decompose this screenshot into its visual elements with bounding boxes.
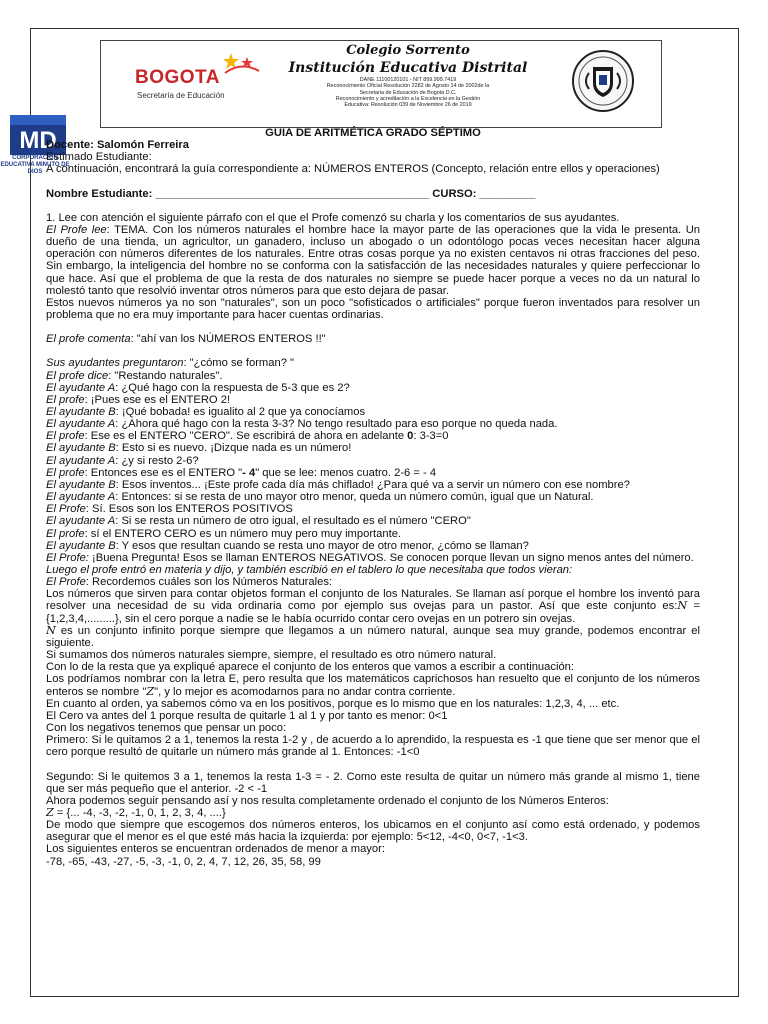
dialogue-line [46,479,700,491]
speaker-label: El profe dice [46,369,109,382]
school-name: Colegio Sorrento [346,43,470,58]
school-detail-2: Reconocimiento Oficial Resolución 2282 de Agosto 14 de 2002de la [326,83,490,90]
body-text: Los números que sirven para contar objetos forman el conjunto de los Naturales. Se llaman así porque el hombre los inventó para resolver una necesidad de su vida ordinaria como por ejemplo sus ovejas para un pastor. Así que este conjunto es: [46,588,700,613]
body-text: = {... -4, -3, -2, -1, 0, 1, 2, 3, 4, ....} [53,806,226,819]
school-detail-5: Educativa: Resolución 039 de Noviembre 26 de 2019 [344,102,472,109]
spacer [46,321,700,333]
dialogue-line [46,540,700,552]
speaker-label: El profe [46,393,85,406]
speech-text: : Ese es el ENTERO "CERO". Se escribirá de ahora en adelante [84,430,408,443]
speaker-label: El Profe lee [46,223,107,236]
spacer [46,176,700,188]
body-text: Los podríamos nombrar con la letra E, pero resulta que los matemáticos caprichosos han resuelto que el conjunto de los números enteros se nombre " [46,673,700,698]
instruction-1: 1. Lee con atención el siguiente párrafo con el que el Profe comenzó su charla y los comentarios de sus ayudantes. [46,211,620,224]
body-text: = {1,2,3,4,.........}, sin el cero porque a nadie se le había ocurrido contar cero ovejas en un potrero sin ovejas. [46,600,700,625]
speech-text: : ¿y si resto 2-6? [115,454,199,467]
speech-text: : Esto si es nuevo. ¡Dizque nada es un número! [115,442,352,455]
speaker-label: El profe [46,527,85,540]
dialogue-line [46,576,700,588]
dialogue-line [46,503,700,515]
speaker-label: El ayudante B [46,442,116,455]
profe-comenta-line [46,333,700,345]
second-case-paragraph: Segundo: Si le quitemos 3 a 1, tenemos la resta 1-3 = - 2. Como este resulta de quitar un número más grande al mismo 1, tiene que ser más pequeño que el anterior. -2 < -1 [46,770,700,795]
profe-lee-paragraph [46,224,700,297]
speaker-label: El ayudante B [46,478,116,491]
speaker-label: El ayudante B [46,405,116,418]
dialogue-line [46,418,700,430]
md-logo-text: MD [19,127,57,154]
school-detail-3: Secretaria de Educación de Bogotá D.C. [359,89,457,96]
math-symbol: Z [146,684,155,698]
negatives-paragraph: Con los negativos tenemos que pensar un poco: [46,722,287,735]
speaker-label: El Profe: [46,551,89,564]
bogota-word: BOGOTA [135,67,220,88]
speech-text: : ¡Pues ese es el ENTERO 2! [84,393,231,406]
dialogue-line [46,357,700,369]
dialogue-line [46,467,700,479]
body-text: ", y lo mejor es acomodarnos para no andar contra corriente. [154,685,456,698]
z-set-line [46,807,700,819]
intro-paragraph: A continuación, encontrará la guía correspondiente a: NÚMEROS ENTEROS (Concepto, relación entre ellos y operaciones) [46,163,660,176]
speech-text: : "Restando naturales". [108,369,223,382]
speaker-label: El profe [46,430,85,443]
speaker-label: El ayudante A [46,454,116,467]
dialogue-line [46,491,700,503]
ordered-intro: Los siguientes enteros se encuentran ordenados de menor a mayor: [46,843,385,856]
student-name-blank: ____________________________________________ [155,187,430,200]
dialogue-line [46,552,700,564]
dialogue-line [46,394,700,406]
speech-text: : sí el ENTERO CERO es un número muy pero muy importante. [84,527,402,540]
ordered-list: -78, -65, -43, -27, -5, -3, -1, 0, 2, 4, 7, 12, 26, 35, 58, 99 [46,855,321,868]
student-name-label: Nombre Estudiante: [46,187,156,200]
speech-text: : Y esos que resultan cuando se resta uno mayor de otro menor, ¿cómo se llaman? [115,539,529,552]
letter-z-paragraph [46,673,700,697]
speech-bold: 0 [407,430,414,443]
dialogue-line [46,455,700,467]
speaker-label: El ayudante A [46,515,116,528]
spacer [46,345,700,357]
comparison-paragraph: De modo que siempre que escogemos dos números enteros, los ubicamos en el conjunto así como está ordenado, y podemos asegurar que el menor es el que esté más hacia la izquierda: por ejemplo: 5<12, -4<0, 0<7, -1<3. [46,819,700,844]
course-label: CURSO: [429,187,480,200]
order-paragraph: En cuanto al orden, ya sabemos cómo va en los positivos, porque es lo mismo que en los naturales: 1,2,3, 4, ... etc. [46,697,620,710]
speech-text: : "ahí van los NÚMEROS ENTEROS !!" [130,333,326,346]
speech-text: : "¿cómo se forman? " [183,357,294,370]
letterhead [100,40,662,128]
speech-text: : Si se resta un número de otro igual, el resultado es el número "CERO" [115,515,471,528]
speech-text: : ¿Qué hago con la respuesta de 5-3 que es 2? [115,381,350,394]
course-blank: _________ [479,187,536,200]
dialogue-line [46,370,700,382]
guide-content [46,127,700,868]
dialogue-line [46,528,700,540]
math-symbol: N [46,623,56,637]
speaker-label: El Profe [46,576,86,589]
stars-icon [221,51,261,75]
zero-paragraph: El Cero va antes del 1 porque resulta de quitarle 1 al 1 y por tanto es menor: 0<1 [46,709,448,722]
teacher-line: Docente: Salomón Ferreira [46,139,189,152]
math-symbol: Z [46,805,54,819]
student-name-line [46,188,700,200]
speech-text: : 3-3=0 [413,430,449,443]
speaker-label: Sus ayudantes preguntaron [46,357,184,370]
new-numbers-paragraph: Estos nuevos números ya no son "naturales", son un poco "sofisticados o artificiales" porque fueron inventados para resolver un problema que no era muy importante para hacer cuentas ordinarias. [46,296,700,322]
ordered-set-paragraph: Ahora podemos seguir pensando así y nos resulta completamente ordenado el conjunto de los Números Enteros: [46,794,609,807]
infinite-set-paragraph [46,625,700,649]
spacer [46,759,700,771]
speech-text: " que se lee: menos cuatro. 2-6 = - 4 [255,466,437,479]
dialogue-line [46,382,700,394]
speech-text: : TEMA. Con los números naturales el hombre hace la mayor parte de las operaciones que la vida le presenta. Un dueño de una tienda, un agricultor, un ganadero, incluso un abogado o un odontólogo pocas veces necesitan hacer alguna operación con números diferentes de los naturales. Entre otras cosas porque ya no existen centavos ni otras fracciones del peso. Sin embargo, la inteligencia del hombre no se conforma con la satisfacción de las necesidades naturales y quiere perfeccionar lo que hace. Así que el problema de que la resta de dos naturales no siempre se puede hacer porque a veces no da un natural lo molestó tanto que resolvió inventar otros números para que esto dejara de pasar. [46,223,700,297]
guide-title: GUIA DE ARITMÉTICA GRADO SÉPTIMO [265,127,481,139]
greeting: Estimado Estudiante: [46,151,152,164]
speech-text: : ¿Ahora qué hago con la resta 3-3? No tengo resultado para eso porque no queda nada. [115,418,558,431]
school-subtitle: Institución Educativa Distrital [288,60,528,76]
school-crest-icon [571,49,635,113]
naturals-paragraph [46,588,700,624]
bogota-subtitle: Secretaría de Educación [137,91,225,100]
speaker-label: El ayudante A [46,381,116,394]
subtraction-paragraph: Con lo de la resta que ya expliqué aparece el conjunto de los enteros que vamos a escribir a continuación: [46,661,575,674]
speaker-label: El Profe [46,503,86,516]
speaker-label: El ayudante B [46,539,116,552]
speech-bold: - 4 [242,466,256,479]
dialogue-line [46,406,700,418]
speech-text: : Recordemos cuáles son los Números Naturales: [85,576,333,589]
narration-line: Luego el profe entró en materia y dijo, y también escribió en el tablero lo que necesitaba que todos vieran: [46,564,573,576]
speech-text: : ¡Qué bobada! es igualito al 2 que ya conocíamos [115,405,366,418]
dialogue-line [46,430,700,442]
school-detail-1: DANE 11100120101 - NIT 899.999.7419 [359,77,457,83]
speech-text: : Entonces: si se resta de uno mayor otro menor, queda un número común, igual que un Natural. [115,491,594,504]
sum-paragraph: Si sumamos dos números naturales siempre, siempre, el resultado es otro número natural. [46,649,497,662]
dialogue-line [46,515,700,527]
speech-text: ¡Buena Pregunta! Esos se llaman ENTEROS NEGATIVOS. Se conocen porque llevan un signo menos antes del número. [88,551,694,564]
speaker-label: El profe [46,466,85,479]
math-symbol: N [677,599,688,613]
spacer [46,200,700,212]
first-case-paragraph: Primero: Si le quitamos 2 a 1, tenemos la resta 1-2 y , de acuerdo a lo aprendido, la respuesta es -1 que tiene que ser menor que el cero porque resultó de quitarle un número más grande al 1. Entonces: -1<0 [46,734,700,759]
school-heading [283,43,533,108]
speech-text: : Sí. Esos son los ENTEROS POSITIVOS [85,503,293,516]
school-detail-4: Reconocimiento y acreditación a la Excelencia en la Gestión [335,95,481,102]
bogota-logo [131,51,261,111]
speech-text: : Esos inventos... ¡Este profe cada día más chiflado! ¿Para qué va a servir un número con ese nombre? [115,478,630,491]
md-caption: CORPORACIÓN EDUCATIVA MINUTO DE DIOS [0,155,70,175]
speaker-label: El profe comenta [46,333,131,346]
body-text: es un conjunto infinito porque siempre que llegamos a un número natural, aunque sea muy grande, podemos encontrar el siguiente. [46,624,700,649]
speaker-label: El ayudante A [46,418,116,431]
speech-text: : Entonces ese es el ENTERO " [84,466,243,479]
dialogue-line [46,442,700,454]
speaker-label: El ayudante A [46,491,116,504]
